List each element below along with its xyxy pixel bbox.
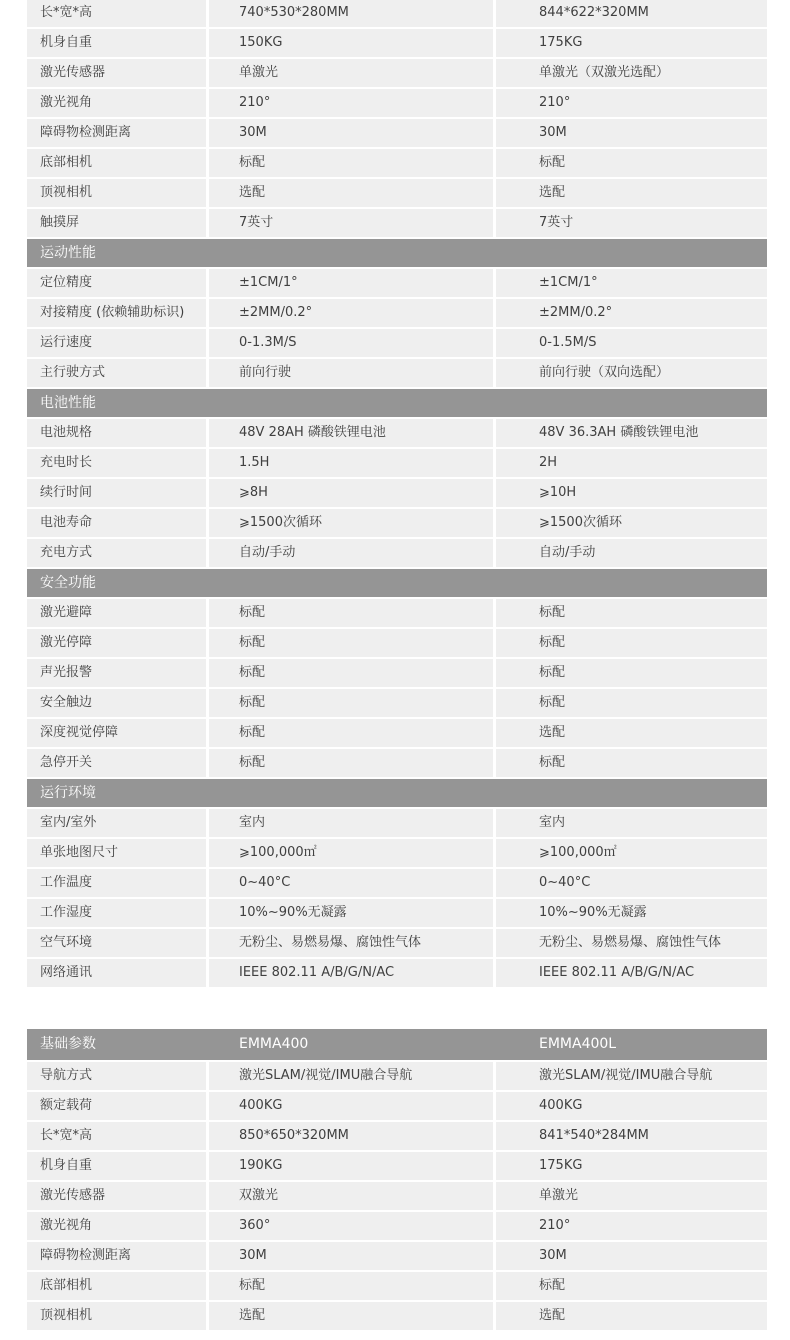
param-name-cell: 电池规格 bbox=[27, 419, 206, 447]
section-header: 运行环境 bbox=[27, 779, 767, 807]
table-row bbox=[27, 1302, 767, 1330]
model-b-value-cell: 175KG bbox=[496, 29, 767, 57]
model-a-value-cell: 0~40°C bbox=[209, 869, 493, 897]
model-a-value-cell: IEEE 802.11 A/B/G/N/AC bbox=[209, 959, 493, 987]
table-row bbox=[27, 719, 767, 747]
table-row bbox=[27, 149, 767, 177]
model-a-value-cell: 室内 bbox=[209, 809, 493, 837]
model-a-value-cell: 标配 bbox=[209, 629, 493, 657]
table-row bbox=[27, 479, 767, 507]
model-b-value-cell: 标配 bbox=[496, 749, 767, 777]
model-b-value-cell: 自动/手动 bbox=[496, 539, 767, 567]
model-a-value-cell: 标配 bbox=[209, 689, 493, 717]
param-name-cell: 长*宽*高 bbox=[27, 0, 206, 27]
param-name-cell: 激光视角 bbox=[27, 89, 206, 117]
table-row bbox=[27, 509, 767, 537]
model-b-value-cell: ⩾1500次循环 bbox=[496, 509, 767, 537]
section-header: 电池性能 bbox=[27, 389, 767, 417]
model-b-value-cell: ⩾100,000㎡ bbox=[496, 839, 767, 867]
model-a-value-cell: ±1CM/1° bbox=[209, 269, 493, 297]
model-b-value-cell: 841*540*284MM bbox=[496, 1122, 767, 1150]
model-a-value-cell: 选配 bbox=[209, 1302, 493, 1330]
spec-table-2 bbox=[27, 1029, 767, 1332]
model-b-value-cell: 激光SLAM/视觉/IMU融合导航 bbox=[496, 1062, 767, 1090]
model-a-value-cell: 标配 bbox=[209, 1272, 493, 1300]
param-name-cell: 深度视觉停障 bbox=[27, 719, 206, 747]
section-title: 基础参数 bbox=[40, 1036, 96, 1052]
param-name-cell: 对接精度 (依赖辅助标识) bbox=[27, 299, 206, 327]
model-a-value-cell: ⩾100,000㎡ bbox=[209, 839, 493, 867]
param-name-cell: 声光报警 bbox=[27, 659, 206, 687]
model-b-value-cell: 标配 bbox=[496, 149, 767, 177]
model-a-value-cell: 30M bbox=[209, 119, 493, 147]
model-a-value-cell: ⩾1500次循环 bbox=[209, 509, 493, 537]
table-row bbox=[27, 29, 767, 57]
model-a-value-cell: 标配 bbox=[209, 149, 493, 177]
table-row bbox=[27, 179, 767, 207]
param-name-cell: 底部相机 bbox=[27, 1272, 206, 1300]
model-a-value-cell: 标配 bbox=[209, 659, 493, 687]
model-b-value-cell: 无粉尘、易燃易爆、腐蚀性气体 bbox=[496, 929, 767, 957]
model-b-value-cell: 844*622*320MM bbox=[496, 0, 767, 27]
param-name-cell: 电池寿命 bbox=[27, 509, 206, 537]
model-a-value-cell: 210° bbox=[209, 89, 493, 117]
model-a-value-cell: 0-1.3M/S bbox=[209, 329, 493, 357]
table-row bbox=[27, 1272, 767, 1300]
param-name-cell: 机身自重 bbox=[27, 1152, 206, 1180]
param-name-cell: 工作湿度 bbox=[27, 899, 206, 927]
param-name-cell: 触摸屏 bbox=[27, 209, 206, 237]
table-row bbox=[27, 119, 767, 147]
model-b-value-cell: 400KG bbox=[496, 1092, 767, 1120]
param-name-cell: 激光避障 bbox=[27, 599, 206, 627]
model-b-value-cell: ±2MM/0.2° bbox=[496, 299, 767, 327]
param-name-cell: 激光传感器 bbox=[27, 59, 206, 87]
param-name-cell: 单张地图尺寸 bbox=[27, 839, 206, 867]
param-name-cell: 运行速度 bbox=[27, 329, 206, 357]
model-b-value-cell: 0~40°C bbox=[496, 869, 767, 897]
param-name-cell: 定位精度 bbox=[27, 269, 206, 297]
model-b-value-cell: 7英寸 bbox=[496, 209, 767, 237]
model-b-value-cell: 标配 bbox=[496, 689, 767, 717]
param-name-cell: 空气环境 bbox=[27, 929, 206, 957]
table-row bbox=[27, 1242, 767, 1270]
param-name-cell: 额定载荷 bbox=[27, 1092, 206, 1120]
model-a-value-cell: 前向行驶 bbox=[209, 359, 493, 387]
param-name-cell: 网络通讯 bbox=[27, 959, 206, 987]
table-row bbox=[27, 1092, 767, 1120]
section-header: 安全功能 bbox=[27, 569, 767, 597]
model-b-value-cell: 标配 bbox=[496, 599, 767, 627]
model-a-value-cell: 740*530*280MM bbox=[209, 0, 493, 27]
param-name-cell: 充电时长 bbox=[27, 449, 206, 477]
model-a-value-cell: 10%~90%无凝露 bbox=[209, 899, 493, 927]
model-b-value-cell: 选配 bbox=[496, 719, 767, 747]
table-row bbox=[27, 1062, 767, 1090]
table-row bbox=[27, 869, 767, 897]
model-b-value-cell: IEEE 802.11 A/B/G/N/AC bbox=[496, 959, 767, 987]
param-name-cell: 导航方式 bbox=[27, 1062, 206, 1090]
model-b-value-cell: 标配 bbox=[496, 659, 767, 687]
model-a-value-cell: 7英寸 bbox=[209, 209, 493, 237]
model-b-value-cell: 210° bbox=[496, 1212, 767, 1240]
model-b-value-cell: 选配 bbox=[496, 179, 767, 207]
table-row bbox=[27, 1152, 767, 1180]
model-b-value-cell: 室内 bbox=[496, 809, 767, 837]
spec-table-1 bbox=[27, 0, 767, 989]
param-name-cell: 急停开关 bbox=[27, 749, 206, 777]
table-row bbox=[27, 419, 767, 447]
model-b-value-cell: ⩾10H bbox=[496, 479, 767, 507]
model-a-value-cell: 选配 bbox=[209, 179, 493, 207]
model-b-value-cell: 标配 bbox=[496, 629, 767, 657]
param-name-cell: 激光视角 bbox=[27, 1212, 206, 1240]
model-a-value-cell: 1.5H bbox=[209, 449, 493, 477]
table-row bbox=[27, 689, 767, 717]
table-row bbox=[27, 809, 767, 837]
table-row bbox=[27, 1212, 767, 1240]
model-a-value-cell: 无粉尘、易燃易爆、腐蚀性气体 bbox=[209, 929, 493, 957]
param-name-cell: 顶视相机 bbox=[27, 179, 206, 207]
table-row bbox=[27, 299, 767, 327]
model-b-value-cell: 210° bbox=[496, 89, 767, 117]
table-row bbox=[27, 329, 767, 357]
table-row bbox=[27, 209, 767, 237]
model-b-value-cell: 30M bbox=[496, 119, 767, 147]
param-name-cell: 底部相机 bbox=[27, 149, 206, 177]
param-name-cell: 室内/室外 bbox=[27, 809, 206, 837]
model-a-value-cell: ±2MM/0.2° bbox=[209, 299, 493, 327]
param-name-cell: 长*宽*高 bbox=[27, 1122, 206, 1150]
model-b-value-cell: ±1CM/1° bbox=[496, 269, 767, 297]
table-row bbox=[27, 0, 767, 27]
param-name-cell: 顶视相机 bbox=[27, 1302, 206, 1330]
model-a-value-cell: 850*650*320MM bbox=[209, 1122, 493, 1150]
section-header: 运动性能 bbox=[27, 239, 767, 267]
model-b-value-cell: 前向行驶（双向选配） bbox=[496, 359, 767, 387]
model-b-value-cell: 选配 bbox=[496, 1302, 767, 1330]
table-row bbox=[27, 269, 767, 297]
table-row bbox=[27, 629, 767, 657]
table-row bbox=[27, 1122, 767, 1150]
model-a-value-cell: 双激光 bbox=[209, 1182, 493, 1210]
model-a-value-cell: 190KG bbox=[209, 1152, 493, 1180]
model-a-value-cell: 标配 bbox=[209, 749, 493, 777]
table-header-row bbox=[27, 1029, 767, 1060]
model-b-value-cell: 0-1.5M/S bbox=[496, 329, 767, 357]
table-row bbox=[27, 449, 767, 477]
model-b-value-cell: 单激光（双激光选配） bbox=[496, 59, 767, 87]
model-a-value-cell: 360° bbox=[209, 1212, 493, 1240]
param-name-cell: 安全触边 bbox=[27, 689, 206, 717]
table-row bbox=[27, 959, 767, 987]
model-b-value-cell: 2H bbox=[496, 449, 767, 477]
model-a-value-cell: 48V 28AH 磷酸铁锂电池 bbox=[209, 419, 493, 447]
param-name-cell: 续行时间 bbox=[27, 479, 206, 507]
table-row bbox=[27, 659, 767, 687]
table-row bbox=[27, 539, 767, 567]
table-row bbox=[27, 749, 767, 777]
model-a-value-cell: 自动/手动 bbox=[209, 539, 493, 567]
model-a-value-cell: 30M bbox=[209, 1242, 493, 1270]
param-name-cell: 充电方式 bbox=[27, 539, 206, 567]
param-name-cell: 机身自重 bbox=[27, 29, 206, 57]
model-b-value-cell: 单激光 bbox=[496, 1182, 767, 1210]
model-b-value-cell: 10%~90%无凝露 bbox=[496, 899, 767, 927]
param-name-cell: 激光停障 bbox=[27, 629, 206, 657]
table-row bbox=[27, 839, 767, 867]
param-name-cell: 障碍物检测距离 bbox=[27, 119, 206, 147]
model-a-value-cell: 标配 bbox=[209, 599, 493, 627]
param-name-cell: 工作温度 bbox=[27, 869, 206, 897]
model-b-value-cell: 标配 bbox=[496, 1272, 767, 1300]
table-row bbox=[27, 599, 767, 627]
table-row bbox=[27, 59, 767, 87]
model-column-header: EMMA400L bbox=[539, 1036, 617, 1052]
model-a-value-cell: ⩾8H bbox=[209, 479, 493, 507]
table-row bbox=[27, 929, 767, 957]
model-column-header: EMMA400 bbox=[239, 1036, 309, 1052]
param-name-cell: 主行驶方式 bbox=[27, 359, 206, 387]
model-b-value-cell: 30M bbox=[496, 1242, 767, 1270]
model-a-value-cell: 激光SLAM/视觉/IMU融合导航 bbox=[209, 1062, 493, 1090]
table-row bbox=[27, 899, 767, 927]
model-a-value-cell: 单激光 bbox=[209, 59, 493, 87]
table-row bbox=[27, 89, 767, 117]
table-row bbox=[27, 1182, 767, 1210]
model-a-value-cell: 150KG bbox=[209, 29, 493, 57]
param-name-cell: 激光传感器 bbox=[27, 1182, 206, 1210]
model-b-value-cell: 48V 36.3AH 磷酸铁锂电池 bbox=[496, 419, 767, 447]
param-name-cell: 障碍物检测距离 bbox=[27, 1242, 206, 1270]
model-a-value-cell: 400KG bbox=[209, 1092, 493, 1120]
model-b-value-cell: 175KG bbox=[496, 1152, 767, 1180]
model-a-value-cell: 标配 bbox=[209, 719, 493, 747]
table-row bbox=[27, 359, 767, 387]
